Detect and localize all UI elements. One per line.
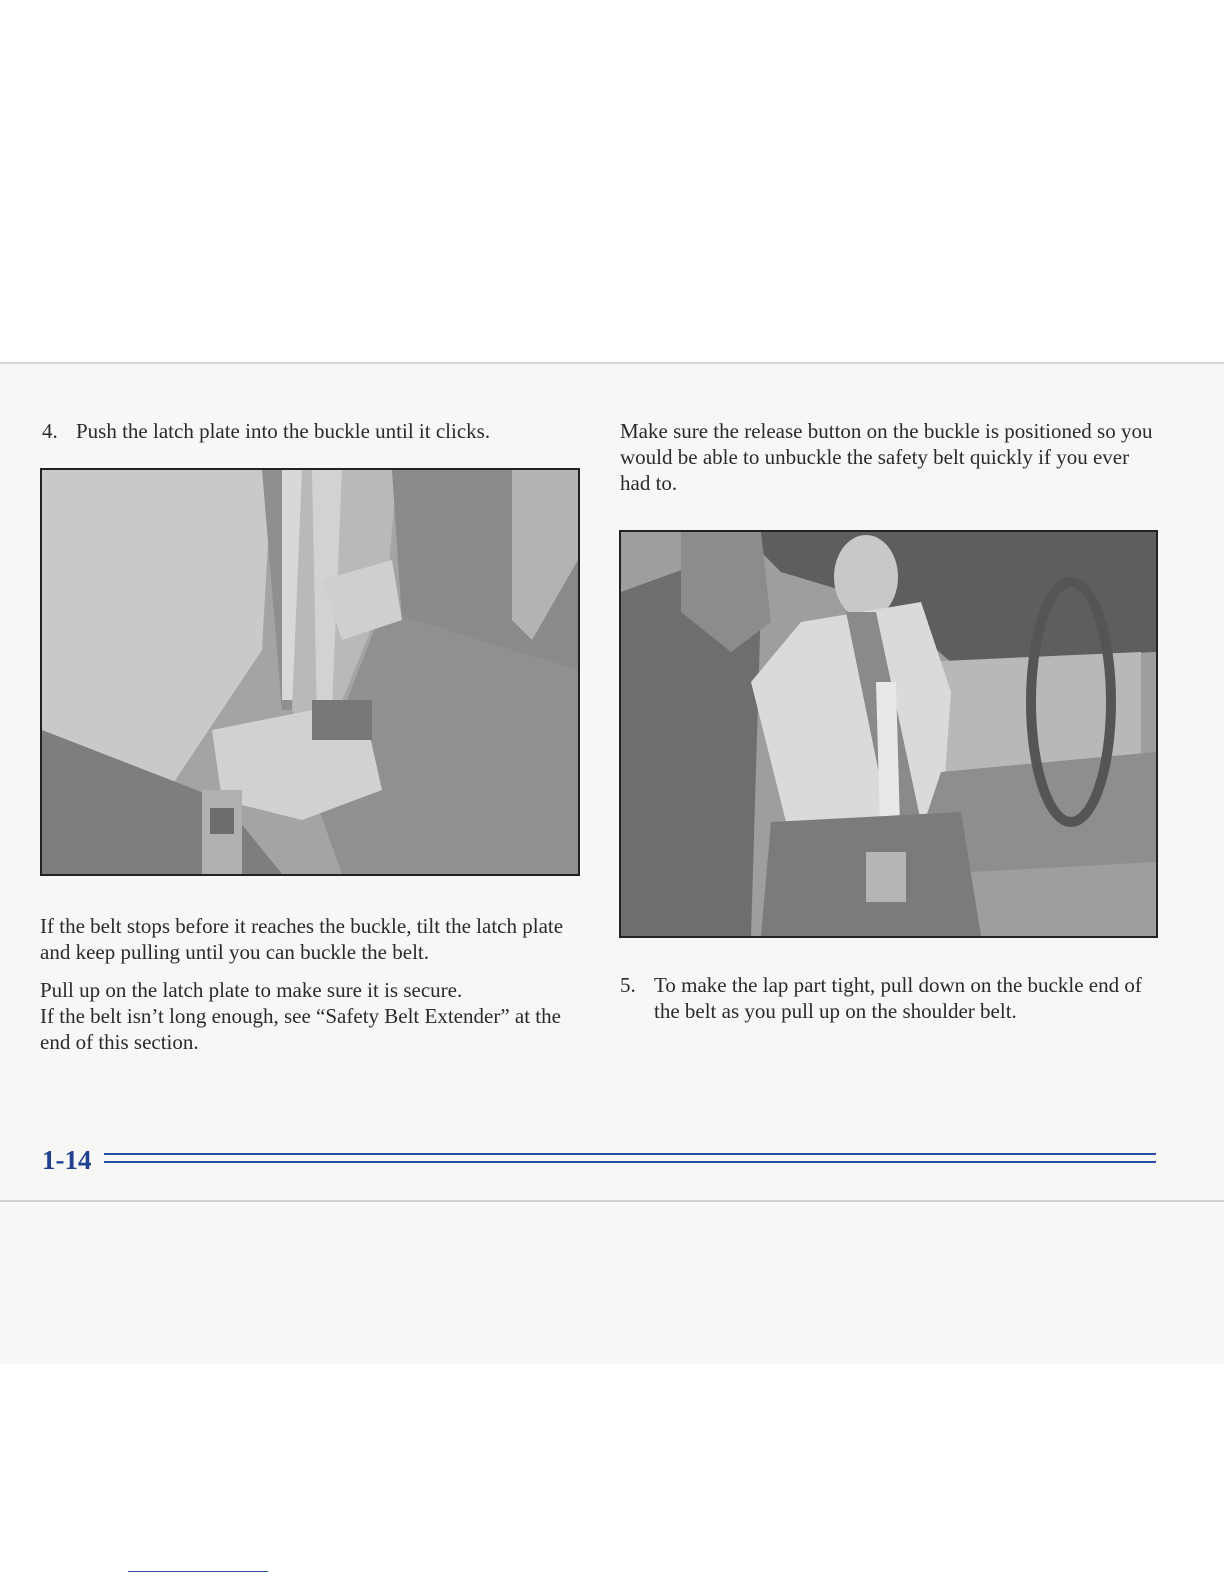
page-number: 1-14	[42, 1145, 92, 1175]
step-5	[620, 972, 1160, 1024]
step-4	[42, 418, 582, 444]
paragraph-belt-stops: If the belt stops before it reaches the buckle, tilt the latch plate and keep pulling until you can buckle the belt.	[40, 914, 564, 964]
footer-rule-top	[104, 1153, 1156, 1155]
driver-belt-illustration	[619, 530, 1158, 938]
latch-plate-illustration	[40, 468, 580, 876]
band-divider	[0, 1200, 1224, 1202]
bottom-underline	[128, 1571, 268, 1572]
footer-rule-bottom	[104, 1161, 1156, 1163]
step-number: 4.	[42, 419, 58, 443]
step-text: Push the latch plate into the buckle until it clicks.	[76, 419, 491, 443]
paragraph-pull-up-line2: If the belt isn’t long enough, see “Safety Belt Extender” at the end of this section.	[40, 1004, 561, 1054]
step-text: To make the lap part tight, pull down on the buckle end of the belt as you pull up on the shoulder belt.	[654, 973, 1142, 1023]
paragraph-pull-up-line1: Pull up on the latch plate to make sure it is secure.	[40, 978, 463, 1002]
paragraph-release-button: Make sure the release button on the buckle is positioned so you would be able to unbuckle the safety belt quickly if you ever had to.	[620, 419, 1153, 495]
step-number: 5.	[620, 973, 636, 997]
